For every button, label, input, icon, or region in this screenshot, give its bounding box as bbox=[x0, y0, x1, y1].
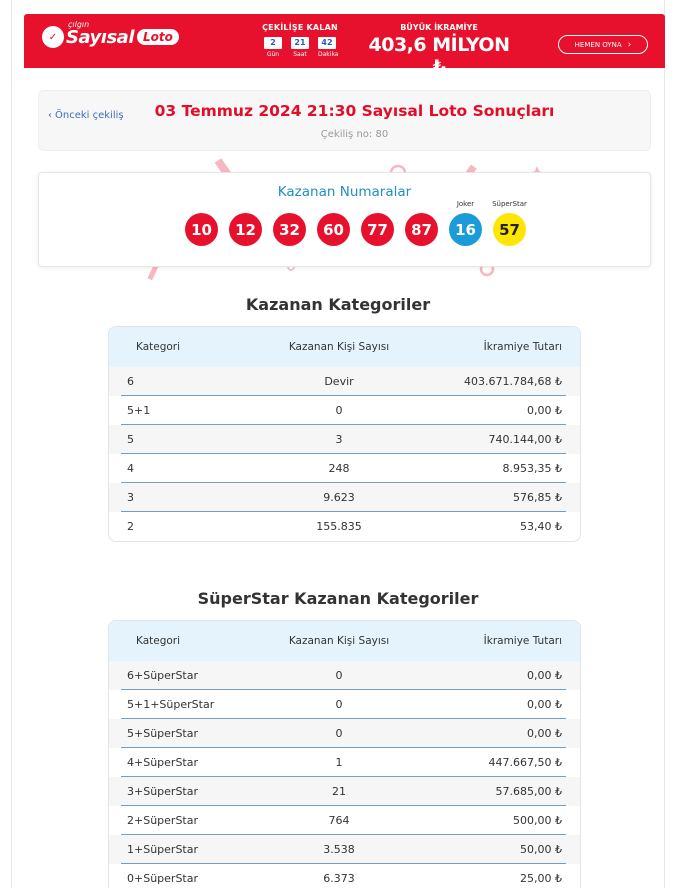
countdown-days bbox=[264, 37, 282, 58]
prize-cell: 53,40 ₺ bbox=[520, 520, 562, 533]
category-cell: 5+1+SüperStar bbox=[127, 698, 215, 711]
logo-loto-pill: Loto bbox=[137, 29, 179, 45]
table-row bbox=[109, 690, 580, 719]
joker-ball: 16 bbox=[449, 213, 482, 246]
countdown-label: Dakika bbox=[318, 51, 339, 58]
column-header: Kategori bbox=[136, 341, 181, 353]
category-cell: 5+1 bbox=[127, 404, 151, 417]
lottery-badge-icon: ✓ bbox=[42, 26, 64, 48]
countdown-label: Saat bbox=[293, 51, 307, 58]
prize-cell: 0,00 ₺ bbox=[527, 669, 562, 682]
logo-tagline: çılgın bbox=[68, 20, 90, 29]
superstar-categories-title: SüperStar Kazanan Kategoriler bbox=[197, 589, 479, 608]
winners-cell: 764 bbox=[328, 814, 350, 827]
page-title: 03 Temmuz 2024 21:30 Sayısal Loto Sonuçları bbox=[154, 102, 555, 120]
prize-cell: 50,00 ₺ bbox=[520, 843, 562, 856]
logo-wordmark: Sayısal bbox=[66, 26, 134, 48]
categories-title: Kazanan Kategoriler bbox=[245, 295, 431, 314]
page-border-right bbox=[664, 0, 665, 888]
countdown bbox=[250, 23, 350, 58]
countdown-label: Gün bbox=[266, 51, 280, 58]
countdown-value: 2 bbox=[264, 37, 282, 49]
table-row bbox=[109, 367, 580, 396]
category-cell: 6 bbox=[127, 375, 134, 388]
number-ball: 32 bbox=[273, 213, 306, 246]
column-header: Kazanan Kişi Sayısı bbox=[288, 635, 390, 647]
prize-cell: 576,85 ₺ bbox=[513, 491, 562, 504]
prize-cell: 0,00 ₺ bbox=[527, 727, 562, 740]
number-ball: 77 bbox=[361, 213, 394, 246]
category-cell: 3 bbox=[127, 491, 134, 504]
winners-cell: 0 bbox=[335, 727, 343, 740]
table-row bbox=[109, 454, 580, 483]
table-row bbox=[109, 748, 580, 777]
winners-cell: 3.538 bbox=[323, 843, 355, 856]
play-now-button[interactable] bbox=[558, 35, 648, 54]
superstar-ball: 57 bbox=[493, 213, 526, 246]
jackpot bbox=[364, 23, 514, 78]
winners-cell: 9.623 bbox=[323, 491, 355, 504]
prize-cell: 25,00 ₺ bbox=[520, 872, 562, 885]
table-row bbox=[109, 425, 580, 454]
prize-cell: 57.685,00 ₺ bbox=[495, 785, 562, 798]
category-cell: 3+SüperStar bbox=[127, 785, 199, 798]
table-row bbox=[109, 719, 580, 748]
prize-cell: 8.953,35 ₺ bbox=[502, 462, 562, 475]
prize-cell: 0,00 ₺ bbox=[527, 404, 562, 417]
page-border-left bbox=[11, 0, 12, 888]
category-cell: 5+SüperStar bbox=[127, 727, 199, 740]
number-ball: 87 bbox=[405, 213, 438, 246]
joker-label: Joker bbox=[456, 200, 475, 208]
winners-cell: 0 bbox=[335, 669, 343, 682]
category-cell: 4+SüperStar bbox=[127, 756, 199, 769]
chevron-left-icon: ‹ bbox=[48, 110, 52, 121]
prize-cell: 500,00 ₺ bbox=[513, 814, 562, 827]
column-header: Kategori bbox=[136, 635, 181, 647]
category-cell: 1+SüperStar bbox=[127, 843, 199, 856]
category-cell: 5 bbox=[127, 433, 134, 446]
top-banner bbox=[24, 14, 665, 78]
table-row bbox=[109, 483, 580, 512]
categories-table bbox=[108, 326, 581, 542]
winners-cell: 1 bbox=[335, 756, 343, 769]
winners-cell: Devir bbox=[324, 375, 354, 388]
number-ball: 12 bbox=[229, 213, 262, 246]
prize-cell: 403.671.784,68 ₺ bbox=[464, 375, 562, 388]
number-ball: 60 bbox=[317, 213, 350, 246]
draw-title-card bbox=[38, 90, 651, 151]
table-header bbox=[109, 327, 580, 367]
category-cell: 2+SüperStar bbox=[127, 814, 199, 827]
play-now-label: HEMEN OYNA bbox=[574, 40, 622, 49]
number-ball: 10 bbox=[185, 213, 218, 246]
winning-numbers-card bbox=[38, 172, 651, 267]
draw-number: Çekiliş no: 80 bbox=[320, 129, 389, 140]
column-header: İkramiye Tutarı bbox=[483, 635, 562, 647]
winners-cell: 6.373 bbox=[323, 872, 355, 885]
previous-draw-label: Önceki çekiliş bbox=[55, 110, 124, 121]
countdown-value: 21 bbox=[291, 37, 309, 49]
column-header: Kazanan Kişi Sayısı bbox=[288, 341, 390, 353]
table-row bbox=[109, 661, 580, 690]
jackpot-value: 403,6 MİLYON ₺ bbox=[368, 34, 510, 78]
jackpot-title: BÜYÜK İKRAMİYE bbox=[400, 23, 478, 32]
countdown-title: ÇEKİLİŞE KALAN bbox=[262, 23, 338, 32]
winners-cell: 0 bbox=[335, 404, 343, 417]
winners-cell: 155.835 bbox=[316, 520, 362, 533]
table-header bbox=[109, 621, 580, 661]
superstar-label: SüperStar bbox=[492, 200, 527, 208]
table-row bbox=[109, 512, 580, 541]
prize-cell: 740.144,00 ₺ bbox=[488, 433, 562, 446]
countdown-minutes bbox=[318, 37, 339, 58]
category-cell: 2 bbox=[127, 520, 134, 533]
table-row bbox=[109, 396, 580, 425]
category-cell: 4 bbox=[127, 462, 134, 475]
winning-balls bbox=[185, 200, 527, 246]
prize-cell: 447.667,50 ₺ bbox=[488, 756, 562, 769]
table-row bbox=[109, 777, 580, 806]
table-row bbox=[109, 864, 580, 888]
chevron-right-icon: › bbox=[627, 39, 632, 50]
prize-cell: 0,00 ₺ bbox=[527, 698, 562, 711]
sayisal-loto-logo[interactable] bbox=[42, 20, 179, 48]
winners-cell: 3 bbox=[335, 433, 343, 446]
winners-cell: 21 bbox=[332, 785, 346, 798]
category-cell: 6+SüperStar bbox=[127, 669, 199, 682]
countdown-hours bbox=[291, 37, 309, 58]
winners-cell: 0 bbox=[335, 698, 343, 711]
winners-cell: 248 bbox=[328, 462, 350, 475]
countdown-value: 42 bbox=[318, 37, 336, 49]
table-row bbox=[109, 835, 580, 864]
winning-numbers-title: Kazanan Numaralar bbox=[277, 184, 412, 200]
table-row bbox=[109, 806, 580, 835]
category-cell: 0+SüperStar bbox=[127, 872, 199, 885]
column-header: İkramiye Tutarı bbox=[483, 341, 562, 353]
superstar-categories-table bbox=[108, 620, 581, 888]
